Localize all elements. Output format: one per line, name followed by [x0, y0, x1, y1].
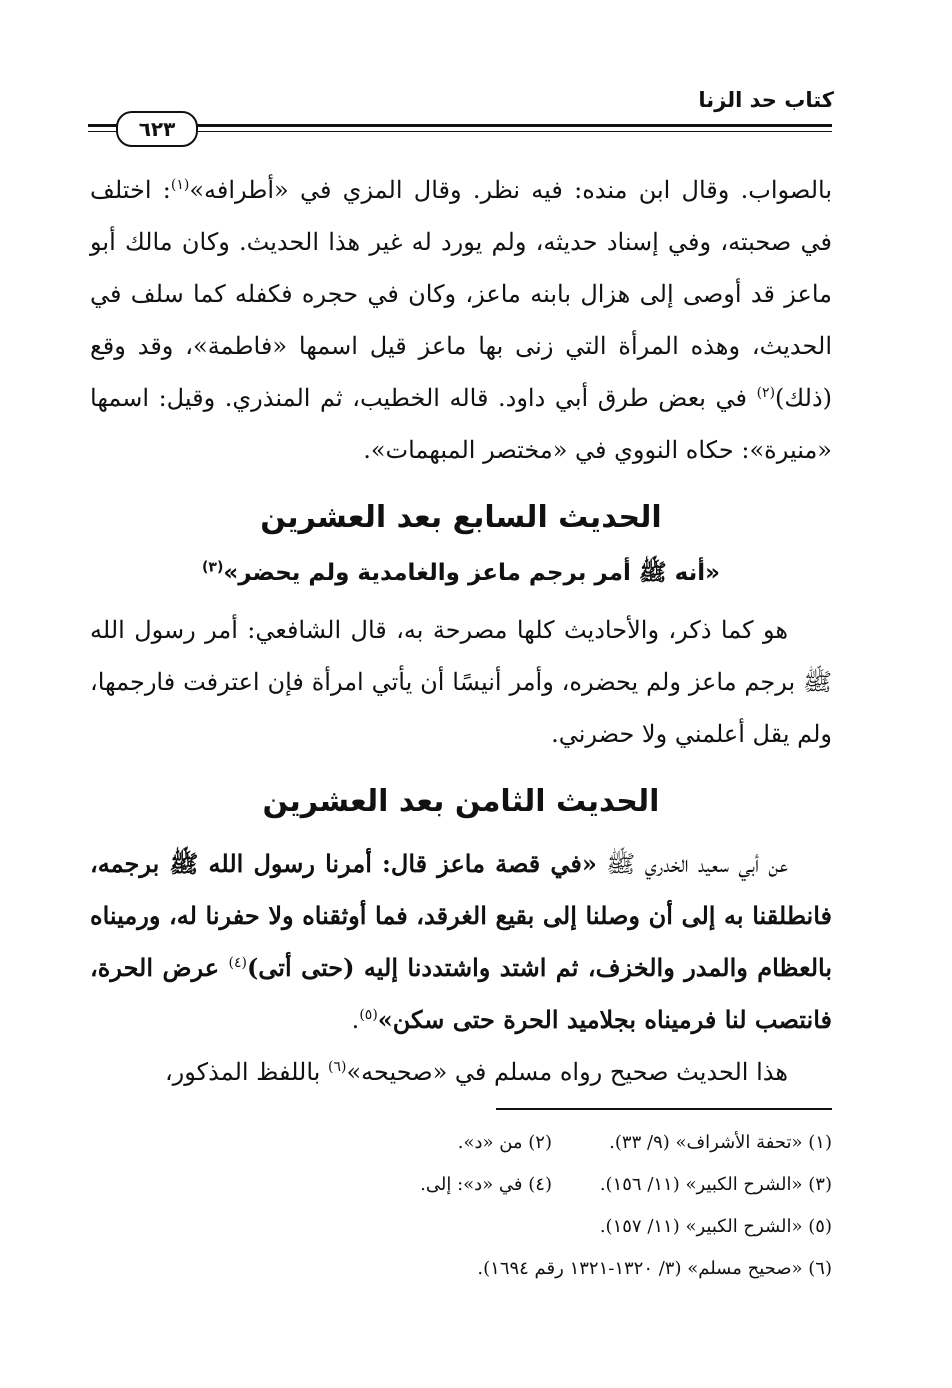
quote-text: «أنه ﷺ أمر برجم ماعز والغامدية ولم يحضر»	[223, 560, 720, 586]
footnote: (٣) «الشرح الكبير» (١١/ ١٥٦).	[599, 1174, 832, 1195]
paragraph-section28: عن أبي سعيد الخدري ﷺ «في قصة ماعز قال: أمرنا رسول الله ﷺ برجمه، فانطلقنا به إلى أن وصلنا إلى بقيع الغرقد، فما أوثقناه ولا حفرنا له، ورميناه بالعظام والمدر والخزف، ثم اشتد واشتددنا إليه (حتى أتى)$^{(٤)}$ عرض الحرة، فانتصب لنا فرميناه بجلاميد الحرة حتى سكن»$^{(٥)}$. هذا الحديث صحيح رواه مسلم في «صحيحه»$^{(٦)}$ باللفظ المذكور،	[90, 849, 833, 1086]
footnote-ref: (٤)	[228, 955, 247, 971]
footnote-ref: (٥)	[359, 1007, 378, 1023]
footnote: (١) «تحفة الأشراف» (٩/ ٣٣).	[609, 1132, 832, 1153]
running-header-title: كتاب حد الزنا	[698, 88, 834, 112]
paragraph-intro	[90, 164, 832, 476]
paragraph-text: هو كما ذكر، والأحاديث كلها مصرحة به، قال الشافعي: أمر رسول الله ﷺ برجم ماعز ولم يحضره، وأمر أنيسًا أن يأتي امرأة فإن اعترفت فارجمها، ولم يقل أعلمني ولا حضرني.	[90, 616, 832, 748]
footnote-rule	[496, 1108, 832, 1110]
hadith-text: «في قصة ماعز قال: أمرنا رسول الله ﷺ برجمه، فانطلقنا به إلى أن وصلنا إلى بقيع الغرقد، فما أوثقناه ولا حفرنا له، ورميناه بالعظام والمدر والخزف، ثم اشتد واشتددنا إليه (حتى أتى)	[90, 849, 833, 982]
hadith-quote	[90, 558, 832, 592]
footnote-ref: (٦)	[327, 1059, 347, 1075]
paragraph-text: عن أبي سعيد الخدري ﷺ	[596, 850, 789, 878]
footnote-ref: (٢)	[756, 385, 776, 401]
paragraph-text: هذا الحديث صحيح رواه مسلم في «صحيحه»	[346, 1058, 788, 1086]
footnote-ref: (١)	[170, 177, 190, 193]
paragraph-text: في بعض طرق أبي داود. قاله الخطيب، ثم المنذري. وقيل: اسمها «منيرة»: حكاه النووي في «مختصر المبهمات».	[90, 384, 832, 464]
section-heading: الحديث السابع بعد العشرين	[260, 500, 662, 535]
footnotes	[272, 1122, 832, 1290]
footnote-ref: (٣)	[202, 559, 224, 576]
paragraph-text: : اختلف في صحبته، وفي إسناد حديثه، ولم يورد له غير هذا الحديث. وكان مالك أبو ماعز قد أوصى إلى هزال بابنه ماعز، وكان في حجره فكفله كما سلف في الحديث، وهذه المرأة التي زنى بها ماعز قيل اسمها «فاطمة»، وقد وقع (ذلك)	[90, 176, 832, 412]
footnote: (٤) في «د»: إلى.	[420, 1174, 552, 1195]
paragraph-text: باللفظ المذكور،	[164, 1058, 328, 1086]
paragraph-text: بالصواب. وقال ابن منده: فيه نظر. وقال المزي في «أطرافه»	[189, 176, 833, 204]
section-heading: الحديث الثامن بعد العشرين	[262, 784, 660, 819]
footnote: (٥) «الشرح الكبير» (١١/ ١٥٧).	[599, 1216, 832, 1237]
footnote: (٦) «صحيح مسلم» (٣/ ١٣٢٠-١٣٢١ رقم ١٦٩٤).	[477, 1258, 832, 1279]
paragraph-section27	[90, 604, 832, 760]
header-rule-thin	[88, 131, 832, 132]
footnote: (٢) من «د».	[457, 1132, 552, 1153]
page-number: ٦٢٣	[116, 111, 198, 147]
header-rule	[88, 124, 832, 127]
hadith-text: عرض الحرة، فانتصب لنا فرميناه بجلاميد الحرة حتى سكن»	[90, 953, 832, 1034]
